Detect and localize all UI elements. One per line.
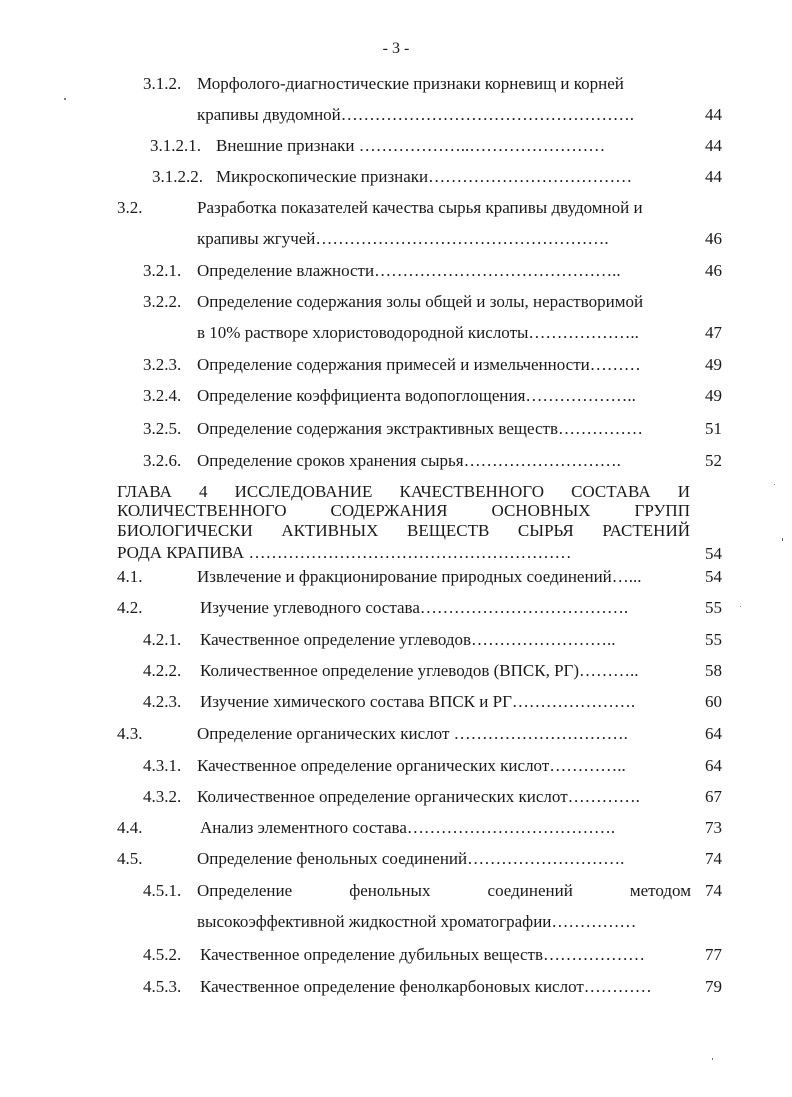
toc-entry-title: Извлечение и фракционирование природных соединений…... bbox=[197, 567, 642, 586]
toc-entry-number: 3.2.5. bbox=[143, 419, 182, 438]
toc-entry-title: Определение содержания примесей и измельченности……… bbox=[197, 355, 641, 374]
toc-page-number: 74 bbox=[705, 881, 722, 900]
toc-page-number: 55 bbox=[705, 598, 722, 617]
toc-page-number: 46 bbox=[705, 229, 722, 248]
toc-entry-number: 3.1.2.1. bbox=[150, 136, 201, 155]
scan-speck bbox=[740, 606, 741, 607]
toc-page-number: 58 bbox=[705, 661, 722, 680]
toc-page-number: 73 bbox=[705, 818, 722, 837]
toc-entry-number: 3.1.2.2. bbox=[152, 167, 203, 186]
toc-entry-title: Микроскопические признаки……………………………… bbox=[216, 167, 633, 186]
toc-entry-title: Определение сроков хранения сырья………………………. bbox=[197, 451, 621, 470]
chapter-heading-line: РОДА КРАПИВА ………………………………………………… bbox=[117, 543, 572, 562]
toc-page-number: 55 bbox=[705, 630, 722, 649]
chapter-heading-line: КОЛИЧЕСТВЕННОГО СОДЕРЖАНИЯ ОСНОВНЫХ ГРУПП bbox=[117, 501, 690, 520]
toc-entry-title: Изучение химического состава ВПСК и РГ…………………. bbox=[200, 692, 636, 711]
toc-entry-number: 4.1. bbox=[117, 567, 143, 586]
toc-entry-number: 4.4. bbox=[117, 818, 143, 837]
toc-entry-title: Качественное определение углеводов…………………….. bbox=[200, 630, 616, 649]
toc-page-number: 77 bbox=[705, 945, 722, 964]
scan-speck bbox=[782, 538, 783, 541]
toc-page-number: 64 bbox=[705, 756, 722, 775]
toc-page-number: 44 bbox=[705, 167, 722, 186]
toc-page-number: 47 bbox=[705, 323, 722, 342]
toc-entry-title: Определение содержания золы общей и золы, нерастворимой bbox=[197, 292, 644, 311]
toc-entry-number: 4.5.1. bbox=[143, 881, 182, 900]
toc-entry-number: 3.2.2. bbox=[143, 292, 182, 311]
toc-page-number: 49 bbox=[705, 386, 722, 405]
toc-entry-title: Качественное определение дубильных веществ……………… bbox=[200, 945, 645, 964]
toc-entry-title: Определение фенольных соединений………………………. bbox=[197, 849, 625, 868]
toc-page-number: 74 bbox=[705, 849, 722, 868]
toc-entry-title: Качественное определение фенолкарбоновых кислот………… bbox=[200, 977, 652, 996]
toc-entry-title-cont: крапивы двудомной……………………………………………. bbox=[197, 105, 635, 124]
toc-entry-title-cont: высокоэффективной жидкостной хроматографии…………… bbox=[197, 912, 637, 931]
toc-page-number: 67 bbox=[705, 787, 722, 806]
toc-entry-title: Определение коэффициента водопоглощения……………….. bbox=[197, 386, 636, 405]
toc-entry-number: 4.3.2. bbox=[143, 787, 182, 806]
toc-entry-number: 3.1.2. bbox=[143, 74, 182, 93]
toc-entry-number: 4.3. bbox=[117, 724, 143, 743]
scan-speck bbox=[64, 98, 66, 100]
scan-speck bbox=[712, 1058, 713, 1060]
toc-page-number: 44 bbox=[705, 136, 722, 155]
toc-entry-title: Разработка показателей качества сырья крапивы двудомной и bbox=[197, 198, 643, 217]
toc-entry-number: 4.5. bbox=[117, 849, 143, 868]
toc-entry-number: 4.5.3. bbox=[143, 977, 182, 996]
page-number: - 3 - bbox=[382, 40, 410, 57]
toc-page-number: 64 bbox=[705, 724, 722, 743]
scan-speck bbox=[774, 484, 775, 485]
toc-entry-number: 4.2.3. bbox=[143, 692, 182, 711]
toc-entry-number: 4.3.1. bbox=[143, 756, 182, 775]
toc-page-number: 79 bbox=[705, 977, 722, 996]
toc-word: фенольных bbox=[349, 881, 431, 900]
toc-entry-title: Морфолого-диагностические признаки корневищ и корней bbox=[197, 74, 624, 93]
toc-entry-title-cont: в 10% растворе хлористоводородной кислоты……………….. bbox=[197, 323, 639, 342]
toc-entry-number: 3.2.1. bbox=[143, 261, 182, 280]
toc-entry-number: 4.5.2. bbox=[143, 945, 182, 964]
chapter-heading-line: ГЛАВА 4 ИССЛЕДОВАНИЕ КАЧЕСТВЕННОГО СОСТАВА И bbox=[117, 482, 690, 501]
toc-word: соединений bbox=[487, 881, 573, 900]
toc-entry-title: Анализ элементного состава………………………………. bbox=[200, 818, 616, 837]
chapter-heading-line: БИОЛОГИЧЕСКИ АКТИВНЫХ ВЕЩЕСТВ СЫРЬЯ РАСТЕНИЙ bbox=[117, 521, 690, 540]
toc-entry-title bbox=[197, 880, 691, 902]
toc-entry-title: Определение органических кислот …………………………. bbox=[197, 724, 628, 743]
toc-page-number: 49 bbox=[705, 355, 722, 374]
toc-entry-title: Определение влажности…………………………………….. bbox=[197, 261, 621, 280]
toc-entry-number: 3.2.3. bbox=[143, 355, 182, 374]
toc-entry-number: 4.2.1. bbox=[143, 630, 182, 649]
toc-entry-title: Качественное определение органических кислот………….. bbox=[197, 756, 626, 775]
toc-entry-title: Определение содержания экстрактивных веществ…………… bbox=[197, 419, 643, 438]
toc-page-number: 60 bbox=[705, 692, 722, 711]
toc-entry-number: 3.2.6. bbox=[143, 451, 182, 470]
toc-page-number: 54 bbox=[705, 544, 722, 563]
toc-word: Определение bbox=[197, 881, 293, 900]
toc-entry-title: Изучение углеводного состава………………………………. bbox=[200, 598, 629, 617]
toc-page-number: 51 bbox=[705, 419, 722, 438]
toc-page-number: 46 bbox=[705, 261, 722, 280]
toc-page-number: 52 bbox=[705, 451, 722, 470]
toc-word: методом bbox=[629, 881, 691, 900]
toc-page-number: 54 bbox=[705, 567, 722, 586]
toc-entry-number: 4.2.2. bbox=[143, 661, 182, 680]
toc-entry-title-cont: крапивы жгучей……………………………………………. bbox=[197, 229, 609, 248]
toc-entry-number: 4.2. bbox=[117, 598, 143, 617]
toc-entry-number: 3.2. bbox=[117, 198, 143, 217]
toc-entry-title: Внешние признаки ………………..…………………… bbox=[216, 136, 606, 155]
toc-entry-title: Количественное определение органических кислот…………. bbox=[197, 787, 640, 806]
toc-entry-title: Количественное определение углеводов (ВПСК, РГ)……….. bbox=[200, 661, 639, 680]
toc-entry-number: 3.2.4. bbox=[143, 386, 182, 405]
toc-page-number: 44 bbox=[705, 105, 722, 124]
